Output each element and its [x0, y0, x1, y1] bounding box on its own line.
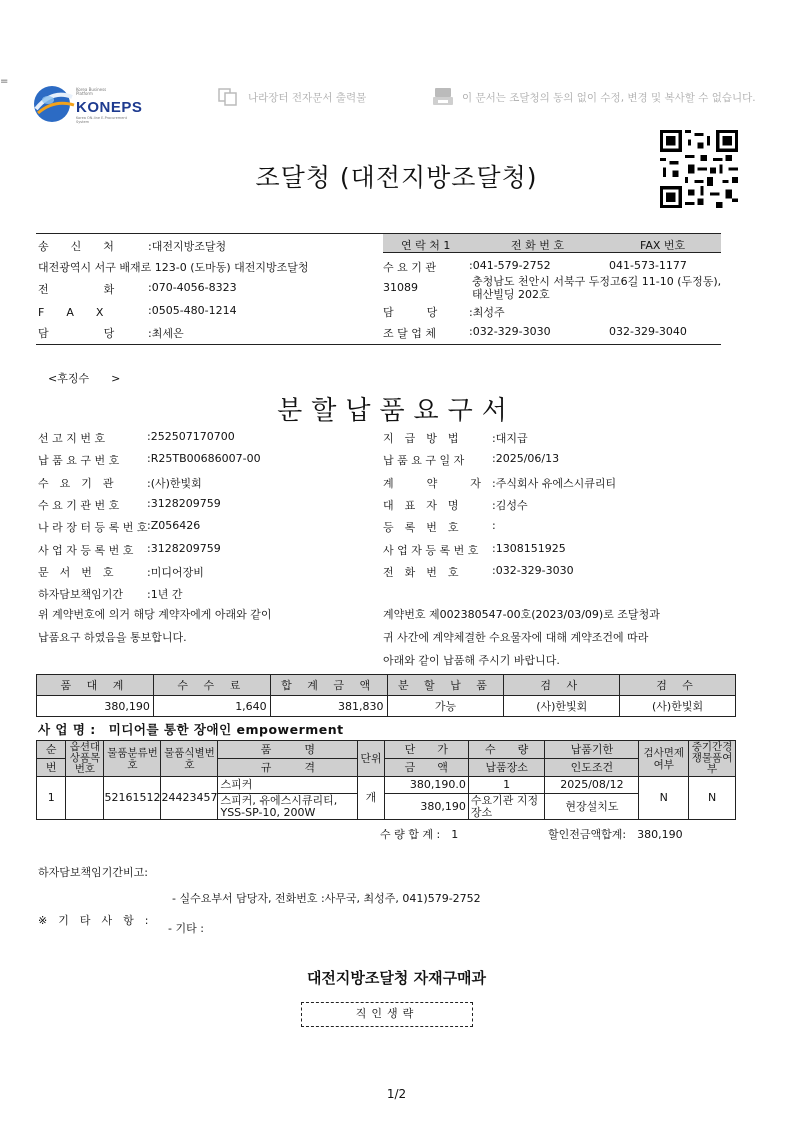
field-label: 사 업 자 등 록 번 호: [383, 543, 479, 557]
contact-head-col2: 전 화 번 호: [511, 239, 564, 252]
summary-cell: 381,830: [270, 696, 387, 717]
item-amount: 380,190: [384, 794, 468, 820]
seal-omitted: 직인생략: [301, 1002, 473, 1027]
summary-header-row: [37, 675, 736, 696]
head-option: 옵션대상품목번호: [66, 741, 104, 777]
field-label: 수 요 기 관 번 호: [38, 498, 120, 512]
field-value: :Z056426: [147, 519, 201, 533]
etc-label: ※ 기 타 사 항 :: [38, 914, 149, 927]
field-row: [383, 497, 528, 513]
field-value: :R25TB00686007-00: [147, 452, 261, 466]
field-label: 하자담보책임기간: [38, 588, 124, 602]
field-value: :3128209759: [147, 496, 221, 510]
notice-right-1: 계약번호 제002380547-00호(2023/03/09)로 조달청과: [383, 608, 660, 621]
contact-note: - 실수요부서 담당자, 전화번호 :사무국, 최성주, 041)579-2752: [172, 892, 481, 905]
field-row: [383, 430, 528, 446]
summary-cell: 1,640: [153, 696, 270, 717]
field-label: 대 표 자 명: [383, 498, 459, 512]
sender-phone-value: :070-4056-8323: [148, 281, 237, 294]
item-inspect-exempt: N: [639, 777, 689, 820]
person-label: 담 당: [383, 306, 438, 319]
field-row: [38, 475, 202, 491]
field-row: [38, 519, 201, 535]
logo-wordmark: KONEPS: [76, 99, 143, 116]
person-value: :최성주: [469, 306, 505, 319]
demand-address: 충청남도 천안시 서북구 두정고6길 11-10 (두정동), 태산빌딩 202호: [472, 275, 722, 301]
item-delivery: 현장설치도: [545, 794, 639, 820]
copy-notice-text: 이 문서는 조달청의 동의 없이 수정, 변경 및 복사할 수 없습니다.: [462, 91, 756, 104]
field-label: 문 서 번 호: [38, 565, 114, 579]
warranty-note: 하자담보책임기간비고:: [38, 866, 148, 879]
summary-value-row: [37, 696, 736, 717]
vendor-fax: 032-329-3040: [609, 325, 687, 338]
contact-head-col1: 연 락 처 1: [401, 239, 451, 252]
field-label: 수 요 기 관: [38, 476, 114, 490]
sender-label: 송 신 처: [38, 240, 114, 253]
postcode: 31089: [383, 281, 418, 294]
head-inspect-exempt: 검사면제여부: [639, 741, 689, 777]
koneps-globe-icon: [32, 83, 76, 125]
field-label: 지 급 방 법: [383, 432, 459, 445]
field-value: :: [492, 519, 496, 533]
head-place: 납품장소: [468, 759, 545, 777]
summary-cell: (사)한빛회: [620, 696, 736, 717]
summary-head-cell: 분 할 납 품: [387, 675, 504, 696]
contact-table-header: [383, 233, 721, 253]
vendor-label: 조 달 업 체: [383, 327, 436, 340]
field-value: :3128209759: [147, 541, 221, 555]
field-value: :미디어장비: [147, 565, 204, 579]
sender-row: [38, 238, 227, 254]
items-header-row: [37, 741, 736, 759]
logo-tagline: Korea ON-line E-Procurement System: [76, 116, 127, 124]
demand-label: 수 요 기 관: [383, 261, 436, 274]
divider: [36, 344, 721, 345]
field-label: 납 품 요 구 일 자: [383, 454, 465, 468]
field-value: :1년 간: [147, 588, 183, 602]
field-row: [383, 452, 560, 468]
print-notice: [218, 86, 366, 108]
field-row: [383, 519, 496, 535]
page-number: 1/2: [386, 1087, 407, 1101]
field-label: 선 고 지 번 호: [38, 432, 106, 445]
business-name: 사 업 명 : 미디어를 통한 장애인 empowerment: [38, 722, 344, 737]
item-unit: 개: [358, 777, 384, 820]
document-title: 분할납품요구서: [277, 396, 516, 426]
demand-phone: :041-579-2752: [469, 259, 551, 272]
contact-head-col3: FAX 번호: [640, 239, 686, 252]
item-no: 1: [37, 777, 66, 820]
field-label: 사 업 자 등 록 번 호: [38, 543, 134, 557]
item-spec: 스피커, 유에스시큐리티, YSS-SP-10, 200W: [218, 794, 358, 820]
summary-head-cell: 품 대 계: [37, 675, 154, 696]
table-row: [37, 777, 736, 794]
sender-manager-row: [38, 325, 184, 341]
logo-subtitle: Korea Business Platform: [76, 87, 107, 96]
head-unit-price: 단 가: [384, 741, 468, 759]
item-deadline: 2025/08/12: [545, 777, 639, 794]
head-spec: 규 격: [218, 759, 358, 777]
summary-cell: (사)한빛회: [504, 696, 620, 717]
sender-fax-label: F A X: [38, 306, 104, 319]
field-row: [383, 541, 566, 558]
koneps-logo: [32, 83, 142, 125]
qty-total: 수 량 합 계 : 1: [380, 828, 459, 841]
sender-value: :대전지방조달청: [148, 240, 227, 253]
etc-value: - 기타 :: [168, 922, 204, 935]
sender-manager-label: 담 당: [38, 327, 115, 340]
field-value: :대지급: [492, 432, 528, 445]
field-label: 계 약 자: [383, 476, 481, 490]
head-class-no: 물품분류번호: [104, 741, 161, 777]
department-name: 대전지방조달청 자재구매과: [306, 969, 487, 987]
notice-left-1: 위 계약번호에 의거 해당 계약자에게 아래와 같이: [38, 608, 272, 621]
item-unit-price: 380,190.0: [384, 777, 468, 794]
notice-right-3: 아래와 같이 납품해 주시기 바랍니다.: [383, 654, 560, 667]
field-value: :주식회사 유에스시큐리티: [492, 476, 617, 490]
print-notice-text: 나라장터 전자문서 출력물: [248, 91, 367, 104]
item-place: 수요기관 지정장소: [468, 794, 545, 820]
field-row: [383, 475, 617, 491]
vendor-row: [383, 325, 687, 341]
document-icon: [218, 87, 240, 107]
field-row: [38, 541, 221, 558]
summary-head-cell: 합 계 금 액: [270, 675, 387, 696]
corner-mark: =: [0, 76, 9, 87]
head-amount: 금 액: [384, 759, 468, 777]
demand-row: [383, 259, 687, 275]
summary-cell: 380,190: [37, 696, 154, 717]
summary-cell: 가능: [387, 696, 504, 717]
item-option: [66, 777, 104, 820]
item-qty: 1: [468, 777, 545, 794]
field-value: :김성수: [492, 498, 528, 512]
sender-address: 대전광역시 서구 배재로 123-0 (도마동) 대전지방조달청: [38, 261, 309, 274]
field-row: [383, 563, 574, 580]
agency-title: 조달청 (대전지방조달청): [255, 163, 538, 192]
sender-fax-value: :0505-480-1214: [148, 304, 237, 317]
summary-table: [36, 674, 736, 717]
sender-phone-row: [38, 281, 237, 297]
divider: [36, 233, 383, 234]
item-class-no: 52161512: [104, 777, 161, 820]
head-unit: 단위: [358, 741, 384, 777]
head-name: 품 명: [218, 741, 358, 759]
field-label: 나 라 장 터 등 록 번 호: [38, 521, 148, 535]
vendor-phone: :032-329-3030: [469, 325, 551, 338]
head-delivery: 인도조건: [545, 759, 639, 777]
field-value: :1308151925: [492, 541, 566, 555]
head-no-2: 번: [37, 759, 66, 777]
amount-total: 할인전금액합계: 380,190: [548, 828, 683, 841]
notice-right-2: 귀 사간에 계약체결한 수요물자에 대해 계약조건에 따라: [383, 631, 649, 644]
summary-head-cell: 검 사: [504, 675, 620, 696]
head-no: 순: [37, 741, 66, 759]
field-row: [38, 586, 183, 602]
sender-fax-row: [38, 304, 237, 320]
field-value: :(사)한빛회: [147, 476, 202, 490]
summary-head-cell: 검 수: [620, 675, 736, 696]
field-row: [38, 452, 261, 468]
summary-head-cell: 수 수 료: [153, 675, 270, 696]
head-id-no: 물품식별번호: [161, 741, 218, 777]
person-row: [383, 304, 505, 320]
head-qty: 수 량: [468, 741, 545, 759]
succession-note: <후징수 >: [48, 372, 121, 385]
item-mid-compete: N: [689, 777, 736, 820]
head-mid-compete: 중기간경쟁물품여부: [689, 741, 736, 777]
field-label: 전 화 번 호: [383, 565, 459, 579]
item-id-no: 24423457: [161, 777, 218, 820]
head-deadline: 납품기한: [545, 741, 639, 759]
sender-phone-label: 전 화: [38, 283, 115, 296]
items-table: [36, 740, 736, 820]
copy-notice: [432, 86, 756, 108]
field-row: [38, 430, 235, 446]
sender-manager-value: :최세은: [148, 327, 184, 340]
item-name: 스피커: [218, 777, 358, 794]
demand-fax: 041-573-1177: [609, 259, 687, 272]
printer-icon: [432, 87, 454, 107]
notice-left-2: 납품요구 하였음을 통보합니다.: [38, 631, 187, 644]
field-value: :252507170700: [147, 430, 235, 443]
field-value: :2025/06/13: [492, 452, 560, 466]
field-row: [38, 496, 221, 513]
field-label: 납 품 요 구 번 호: [38, 454, 120, 468]
field-row: [38, 564, 204, 580]
field-label: 등 록 번 호: [383, 521, 459, 535]
field-value: :032-329-3030: [492, 563, 574, 577]
